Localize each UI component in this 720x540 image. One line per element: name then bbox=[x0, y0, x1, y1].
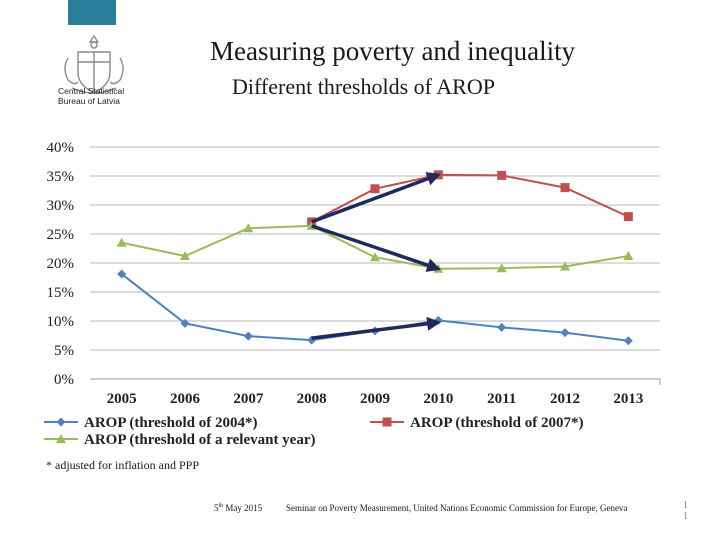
y-tick-label: 20% bbox=[46, 256, 74, 272]
page-number bbox=[683, 500, 693, 522]
x-tick-label: 2007 bbox=[233, 391, 264, 407]
slide-title: Measuring poverty and inequality bbox=[210, 36, 576, 66]
x-tick-label: 2012 bbox=[550, 391, 580, 407]
x-tick-label: 2009 bbox=[360, 391, 390, 407]
y-tick-label: 25% bbox=[46, 227, 74, 243]
presentation-date bbox=[214, 503, 262, 513]
x-tick-label: 2008 bbox=[296, 391, 327, 407]
legend-label: AROP (threshold of 2007*) bbox=[410, 415, 584, 431]
series-line bbox=[312, 175, 629, 222]
y-tick-label: 35% bbox=[46, 169, 74, 185]
slide-subtitle: Different thresholds of AROP bbox=[232, 74, 495, 99]
data-point bbox=[561, 183, 570, 192]
data-point bbox=[57, 418, 66, 427]
seminar-text: Seminar on Poverty Measurement, United Nations Economic Commission for Europe, Geneva bbox=[286, 503, 628, 513]
annotation-arrow bbox=[312, 226, 439, 269]
y-tick-label: 5% bbox=[54, 343, 74, 359]
x-tick-label: 2006 bbox=[170, 391, 200, 407]
legend-label: AROP (threshold of 2004*) bbox=[84, 415, 258, 431]
legend-label: AROP (threshold of a relevant year) bbox=[84, 432, 316, 448]
page-number-line2: 1 bbox=[683, 511, 688, 522]
data-point bbox=[624, 336, 633, 345]
x-tick-label: 2011 bbox=[487, 391, 517, 407]
data-point bbox=[371, 184, 380, 193]
x-tick-label: 2013 bbox=[613, 391, 644, 407]
y-tick-label: 0% bbox=[54, 372, 74, 388]
arop-line-chart bbox=[0, 125, 700, 455]
data-point bbox=[383, 418, 392, 427]
date-rest: May 2015 bbox=[223, 503, 263, 513]
logo-line2: Bureau of Latvia bbox=[58, 96, 120, 106]
data-point bbox=[117, 238, 127, 247]
data-point bbox=[244, 332, 253, 341]
data-point bbox=[497, 171, 506, 180]
footnote: * adjusted for inflation and PPP bbox=[46, 458, 199, 472]
annotation-arrow bbox=[312, 322, 439, 338]
logo-text bbox=[58, 86, 138, 106]
y-tick-label: 10% bbox=[46, 314, 74, 330]
date-suffix: th bbox=[218, 503, 224, 509]
data-point bbox=[561, 328, 570, 337]
date-day: 5 bbox=[214, 503, 219, 513]
x-tick-label: 2005 bbox=[106, 391, 137, 407]
data-point bbox=[624, 212, 633, 221]
logo-line1: Central Statistical bbox=[58, 86, 125, 96]
y-tick-label: 15% bbox=[46, 285, 74, 301]
data-point bbox=[623, 251, 633, 260]
data-point bbox=[497, 323, 506, 332]
y-tick-label: 30% bbox=[46, 198, 74, 214]
annotation-arrow bbox=[312, 175, 439, 222]
y-tick-label: 40% bbox=[46, 140, 74, 156]
page-number-line1: 1 bbox=[683, 500, 688, 511]
x-tick-label: 2010 bbox=[423, 391, 454, 407]
data-point bbox=[370, 252, 380, 261]
brand-bar bbox=[68, 0, 116, 25]
